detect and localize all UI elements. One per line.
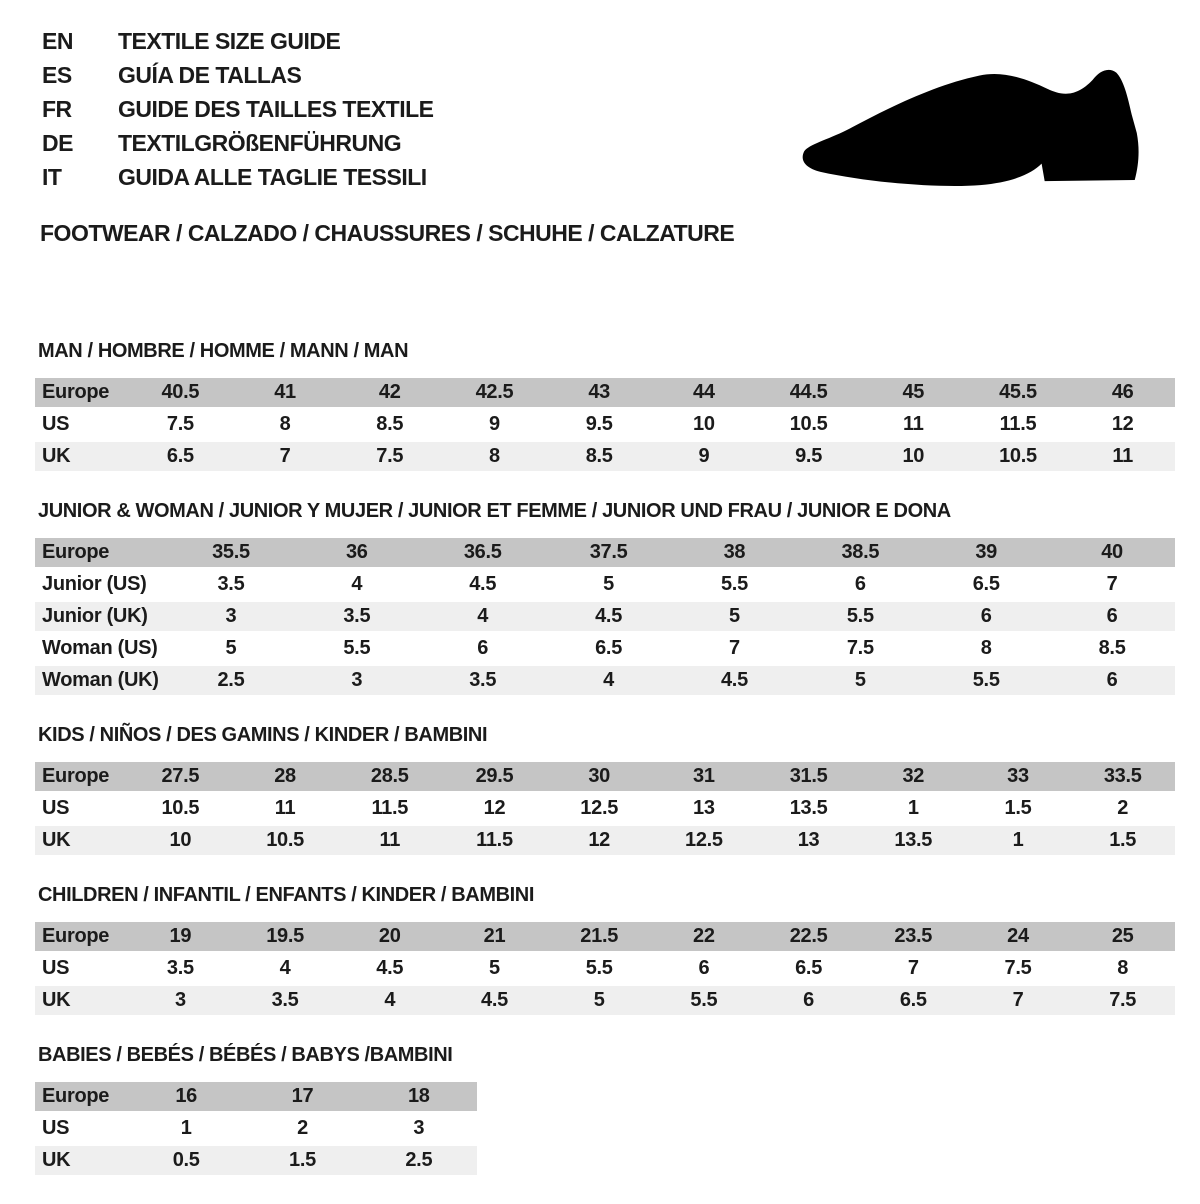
section-title-kids: KIDS / NIÑOS / DES GAMINS / KINDER / BAMBINI (38, 724, 488, 746)
section-man (35, 340, 1175, 471)
size-value: 6 (854, 573, 866, 595)
size-value: 6 (803, 989, 814, 1011)
size-value: 13.5 (894, 829, 933, 851)
size-row-uk (35, 986, 1175, 1015)
size-value: 1.5 (1004, 797, 1032, 819)
size-value: 4 (603, 669, 614, 691)
size-value: 43 (588, 381, 610, 403)
size-value: 21 (483, 925, 506, 947)
row-label: US (42, 1117, 70, 1139)
size-value: 4 (384, 989, 396, 1011)
size-value: 38 (723, 541, 746, 563)
lang-code: IT (42, 163, 62, 190)
size-value: 6 (1106, 669, 1118, 691)
lang-title: TEXTILGRÖßENFÜHRUNG (118, 129, 402, 156)
size-value: 5.5 (585, 957, 613, 979)
size-value: 11.5 (371, 797, 409, 819)
size-row-uk (35, 1146, 477, 1175)
size-value: 4.5 (720, 669, 748, 691)
size-value: 8 (489, 445, 500, 467)
size-value: 8.5 (585, 445, 613, 467)
size-value: 9.5 (795, 445, 823, 467)
size-value: 5 (593, 989, 605, 1011)
size-value: 25 (1111, 925, 1134, 947)
size-value: 44.5 (789, 381, 828, 403)
size-value: 45.5 (999, 381, 1037, 403)
size-value: 4 (279, 957, 291, 979)
row-label: Europe (42, 381, 110, 403)
size-value: 12.5 (685, 829, 723, 851)
size-table-children (35, 922, 1175, 1015)
size-value: 5.5 (690, 989, 718, 1011)
size-value: 42.5 (475, 381, 514, 403)
size-row-europe (35, 1082, 477, 1111)
size-value: 31.5 (789, 765, 828, 787)
size-value: 3 (174, 989, 186, 1011)
lang-code: DE (42, 129, 73, 156)
size-value: 9 (698, 445, 710, 467)
size-value: 5.5 (972, 669, 1000, 691)
size-value: 22.5 (789, 925, 828, 947)
section-kids (35, 724, 1175, 855)
section-children (35, 884, 1175, 1015)
size-value: 11 (274, 797, 296, 819)
size-value: 2.5 (217, 669, 245, 691)
size-value: 9 (489, 413, 500, 435)
dress-shoe-icon (798, 62, 1146, 207)
size-value: 39 (975, 541, 998, 563)
lang-line-it (42, 160, 434, 194)
lang-code: EN (42, 27, 73, 54)
size-value: 7.5 (166, 413, 194, 435)
size-row-us (35, 954, 1175, 983)
section-title-babies: BABIES / BEBÉS / BÉBÉS / BABYS /BAMBINI (38, 1044, 453, 1066)
lang-line-de (42, 126, 434, 160)
size-value: 4 (477, 605, 489, 627)
size-value: 11 (1112, 445, 1133, 467)
size-value: 38.5 (841, 541, 880, 563)
size-value: 13.5 (789, 797, 828, 819)
size-value: 10.5 (999, 445, 1037, 467)
size-value: 6 (698, 957, 710, 979)
size-row-us (35, 1114, 477, 1143)
row-label: Europe (42, 1085, 110, 1107)
size-value: 3 (225, 605, 237, 627)
size-value: 40.5 (161, 381, 200, 403)
size-value: 22 (693, 925, 715, 947)
size-row-europe (35, 378, 1175, 407)
size-value: 44 (693, 381, 715, 403)
lang-code: ES (42, 61, 72, 88)
size-value: 2 (1117, 797, 1129, 819)
size-row-uk (35, 826, 1175, 855)
size-value: 46 (1111, 381, 1134, 403)
size-value: 10 (169, 829, 192, 851)
size-value: 37.5 (589, 541, 628, 563)
size-value: 31 (693, 765, 715, 787)
size-row-europe (35, 538, 1175, 567)
size-value: 45 (902, 381, 925, 403)
row-label: Junior (UK) (42, 605, 148, 627)
size-value: 12 (1111, 413, 1134, 435)
size-row-europe (35, 922, 1175, 951)
size-value: 3 (413, 1117, 425, 1139)
size-value: 5 (729, 605, 740, 627)
row-label: UK (42, 829, 71, 851)
size-value: 7 (729, 637, 740, 659)
size-value: 11 (379, 829, 401, 851)
size-value: 7.5 (1004, 957, 1032, 979)
size-value: 13 (693, 797, 715, 819)
size-value: 27.5 (161, 765, 200, 787)
size-value: 10 (902, 445, 925, 467)
size-value: 21.5 (580, 925, 619, 947)
size-value: 17 (291, 1085, 314, 1107)
category-heading: FOOTWEAR / CALZADO / CHAUSSURES / SCHUHE / CALZATURE (40, 220, 735, 246)
size-value: 28.5 (370, 765, 409, 787)
size-value: 12 (483, 797, 506, 819)
size-value: 6.5 (166, 445, 194, 467)
size-value: 13 (797, 829, 820, 851)
size-value: 8.5 (376, 413, 404, 435)
size-row-junior-uk (35, 602, 1175, 631)
size-value: 35.5 (212, 541, 250, 563)
size-value: 8.5 (1098, 637, 1126, 659)
size-value: 12 (588, 829, 610, 851)
size-value: 6.5 (899, 989, 927, 1011)
lang-line-fr (42, 92, 434, 126)
size-value: 5.5 (846, 605, 874, 627)
size-value: 28 (274, 765, 296, 787)
size-value: 41 (274, 381, 296, 403)
size-value: 5 (854, 669, 866, 691)
size-row-uk (35, 442, 1175, 471)
row-label: UK (42, 445, 71, 467)
size-value: 2.5 (405, 1149, 433, 1171)
row-label: UK (42, 989, 71, 1011)
size-row-us (35, 410, 1175, 439)
size-value: 7 (279, 445, 291, 467)
row-label: Europe (42, 765, 110, 787)
size-value: 8 (1117, 957, 1129, 979)
size-value: 7.5 (376, 445, 404, 467)
size-value: 1 (180, 1117, 192, 1139)
size-value: 5 (603, 573, 614, 595)
size-value: 7.5 (846, 637, 874, 659)
size-value: 18 (407, 1085, 430, 1107)
size-value: 0.5 (172, 1149, 200, 1171)
section-title-children: CHILDREN / INFANTIL / ENFANTS / KINDER / BAMBINI (38, 884, 534, 906)
size-value: 10 (693, 413, 715, 435)
size-row-europe (35, 762, 1175, 791)
lang-title: TEXTILE SIZE GUIDE (118, 27, 341, 54)
size-value: 11.5 (999, 413, 1037, 435)
size-value: 6.5 (595, 637, 623, 659)
size-value: 36.5 (463, 541, 502, 563)
size-table-kids (35, 762, 1175, 855)
size-value: 20 (378, 925, 401, 947)
row-label: US (42, 797, 70, 819)
size-value: 4.5 (595, 605, 623, 627)
size-value: 3.5 (343, 605, 371, 627)
size-value: 9.5 (585, 413, 613, 435)
size-value: 1.5 (289, 1149, 316, 1171)
size-value: 3.5 (271, 989, 299, 1011)
size-value: 10.5 (266, 829, 304, 851)
size-value: 3.5 (469, 669, 497, 691)
size-row-junior-us (35, 570, 1175, 599)
size-row-us (35, 794, 1175, 823)
size-table-babies (35, 1082, 477, 1175)
lang-line-es (42, 58, 434, 92)
size-value: 4.5 (469, 573, 497, 595)
row-label: US (42, 957, 70, 979)
lang-title: GUIDA ALLE TAGLIE TESSILI (118, 163, 427, 190)
size-value: 6.5 (972, 573, 1000, 595)
size-value: 4.5 (481, 989, 508, 1011)
size-value: 5 (225, 637, 237, 659)
size-value: 7.5 (1109, 989, 1137, 1011)
size-value: 23.5 (894, 925, 933, 947)
size-value: 24 (1007, 925, 1029, 947)
size-value: 6 (477, 637, 489, 659)
row-label: US (42, 413, 70, 435)
size-value: 3 (351, 669, 363, 691)
size-value: 3.5 (166, 957, 194, 979)
size-value: 16 (175, 1085, 197, 1107)
size-value: 33 (1007, 765, 1029, 787)
lang-line-en (42, 24, 434, 58)
lang-code: FR (42, 95, 72, 122)
language-title-block (42, 24, 434, 194)
section-junior-woman (35, 500, 1175, 695)
size-value: 5.5 (343, 637, 371, 659)
row-label: Woman (UK) (42, 669, 159, 691)
size-value: 2 (297, 1117, 308, 1139)
size-tables-region (35, 340, 1175, 1204)
size-value: 40 (1101, 541, 1123, 563)
size-value: 8 (980, 637, 992, 659)
section-title-man: MAN / HOMBRE / HOMME / MANN / MAN (38, 340, 409, 362)
lang-title: GUÍA DE TALLAS (118, 61, 302, 88)
size-value: 5.5 (720, 573, 748, 595)
size-value: 12.5 (580, 797, 619, 819)
size-value: 8 (279, 413, 291, 435)
size-value: 42 (378, 381, 401, 403)
size-value: 10.5 (789, 413, 828, 435)
size-table-junior-woman (35, 538, 1175, 695)
size-row-woman-us (35, 634, 1175, 663)
size-value: 19.5 (266, 925, 304, 947)
size-value: 11 (903, 413, 924, 435)
size-value: 10.5 (161, 797, 200, 819)
row-label: Junior (US) (42, 573, 147, 595)
size-value: 6 (1106, 605, 1118, 627)
size-value: 6 (980, 605, 992, 627)
size-value: 1 (907, 797, 919, 819)
size-value: 7 (907, 957, 919, 979)
size-value: 6.5 (795, 957, 823, 979)
size-value: 19 (169, 925, 192, 947)
size-value: 1.5 (1109, 829, 1137, 851)
section-title-junior-woman: JUNIOR & WOMAN / JUNIOR Y MUJER / JUNIOR ET FEMME / JUNIOR UND FRAU / JUNIOR E DONA (38, 500, 951, 522)
size-value: 7 (1106, 573, 1118, 595)
size-value: 30 (588, 765, 610, 787)
size-value: 5 (489, 957, 500, 979)
row-label: Europe (42, 925, 110, 947)
size-value: 33.5 (1103, 765, 1142, 787)
size-value: 4.5 (376, 957, 404, 979)
lang-title: GUIDE DES TAILLES TEXTILE (118, 95, 434, 122)
size-value: 29.5 (475, 765, 514, 787)
size-value: 4 (351, 573, 363, 595)
size-value: 11.5 (476, 829, 513, 851)
size-value: 32 (902, 765, 925, 787)
size-value: 36 (345, 541, 368, 563)
row-label: Woman (US) (42, 637, 158, 659)
size-row-woman-uk (35, 666, 1175, 695)
size-value: 3.5 (217, 573, 245, 595)
size-value: 7 (1012, 989, 1024, 1011)
row-label: UK (42, 1149, 71, 1171)
size-table-man (35, 378, 1175, 471)
size-value: 1 (1012, 829, 1024, 851)
section-babies (35, 1044, 1175, 1175)
row-label: Europe (42, 541, 110, 563)
